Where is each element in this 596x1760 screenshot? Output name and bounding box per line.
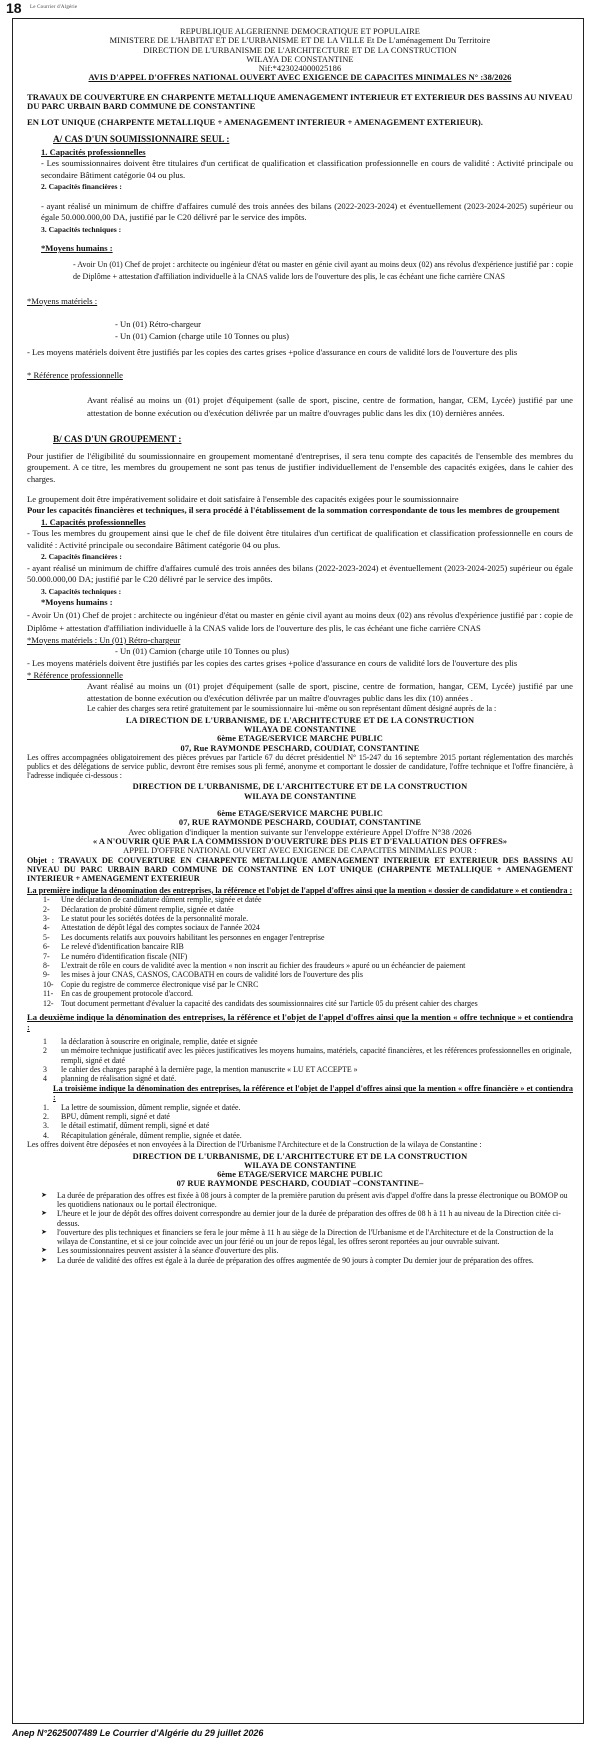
b-cap-fin-label: 2. Capacités financières :	[41, 552, 122, 562]
direction-1-line-3: 6ème ETAGE/SERVICE MARCHE PUBLIC	[217, 734, 383, 744]
a-moyens-materiels-label: *Moyens matériels :	[27, 295, 98, 306]
notice-object-title: TRAVAUX DE COUVERTURE EN CHARPENTE METALLIQUE AMENAGEMENT INTERIEUR ET EXTERIEUR DES BASSINS AU NIVEAU DU PARC URBAIN BARD COMMUNE DE CONSTANTINE	[27, 91, 573, 112]
direction-1-line-1: LA DIRECTION DE L'URBANISME, DE L'ARCHITECTURE ET DE LA CONSTRUCTION	[125, 715, 475, 725]
b-moyens-humains-label: *Moyens humains :	[41, 597, 113, 608]
b-materiel-2: - Un (01) Camion (charge utile 10 Tonnes ou plus)	[115, 646, 290, 657]
candidature-item: 11- En cas de groupement protocole d'accord.	[43, 989, 194, 999]
avis-title: AVIS D'APPEL D'OFFRES NATIONAL OUVERT AVEC EXIGENCE DE CAPACITES MINIMALES N° :38/2026	[88, 73, 512, 83]
a-moyens-humains-label: *Moyens humains :	[41, 243, 113, 254]
anep-footer: Anep N°2625007489 Le Courrier d'Algérie du 29 juillet 2026	[12, 1728, 264, 1738]
header-line-2: MINISTERE DE L'HABITAT ET DE L'URBANISME ET DE LA VILLE Et De L'aménagement Du Territoire	[109, 36, 491, 46]
header-line-3: DIRECTION DE L'URBANISME DE L'ARCHITECTURE ET DE LA CONSTRUCTION	[143, 45, 457, 55]
technique-list	[27, 1037, 573, 1084]
technique-item: 3 le cahier des charges paraphé à la dernière page, la mention manuscrite « LU ET ACCEPTE »	[43, 1065, 358, 1075]
direction-2-objet: Objet : TRAVAUX DE COUVERTURE EN CHARPENTE METALLIQUE AMENAGEMENT INTERIEUR ET EXTERIEUR DES BASSINS AU NIVEAU DU PARC URBAIN BARD COMMUNE DE CONSTANTINE EN LOT UNIQUE (CHARPENTE METALLIQUE + AMENAGEMENT INTERIEUR + AMENAGEMENT EXTERIEUR	[27, 855, 573, 884]
financiere-item: 3. le détail estimatif, dûment rempli, signé et daté	[43, 1121, 210, 1131]
technique-item: 1 la déclaration à souscrire en originale, remplie, datée et signée	[43, 1036, 258, 1046]
b-cap-fin-text: - ayant réalisé un minimum de chiffre d'affaires cumulé des trois années des bilans (2022-2023-2024) et éventuellement (2023-2024-2025) supérieur ou égale 50.000.000,00 DA; justifié par le C20 délivré par le service des impôts.	[27, 562, 573, 585]
final-condition-item: ➤ La durée de validité des offres est égale à la durée de préparation des offres augmentée de 90 jours à compter Du dernier jour de préparation des offres.	[27, 1256, 573, 1265]
a-cap-pro-text: - Les soumissionnaires doivent être titulaires d'un certificat de qualification et classification professionnelle en cours de validité : Activité principale ou secondaire Bâtiment catégorie 04 ou plus.	[41, 157, 573, 180]
direction-2-line-6: « A N'OUVRIR QUE PAR LA COMMISSION D'OUVERTURE DES PLIS ET D'EVALUATION DES OFFRES»	[92, 836, 508, 846]
b-cahier-text: Le cahier des charges sera retiré gratuitement par le soumissionnaire lui -même ou son représentant dûment désigné auprès de la :	[87, 704, 497, 714]
direction-3-line-1: DIRECTION DE L'URBANISME, DE L'ARCHITECTURE ET DE LA CONSTRUCTION	[132, 1151, 468, 1161]
direction-3-line-3: 6ème ETAGE/SERVICE MARCHE PUBLIC	[217, 1170, 383, 1180]
notice-header	[27, 27, 573, 83]
b-moyens-materiels-label-text: *Moyens matériels :	[27, 634, 98, 645]
direction-3-block	[27, 1152, 573, 1189]
header-line-1: REPUBLIQUE ALGERIENNE DEMOCRATIQUE ET POPULAIRE	[180, 27, 420, 36]
direction-1-line-4: 07, Rue RAYMONDE PESCHARD, COUDIAT, CONSTANTINE	[180, 743, 420, 753]
b-materiel-1: Un (01) Rétro-chargeur	[99, 634, 181, 645]
final-conditions-list	[27, 1191, 573, 1265]
direction-3-line-2: WILAYA DE CONSTANTINE	[243, 1160, 357, 1170]
section-b-heading: B/ CAS D'UN GROUPEMENT :	[53, 433, 182, 444]
financiere-heading: La troisième indique la dénomination des entreprises, la référence et l'objet de l'appel d'offres ainsi que la mention « offre financière » et contiendra :	[53, 1083, 573, 1103]
a-materiel-1: - Un (01) Rétro-chargeur	[115, 319, 201, 330]
direction-1-text: Les offres accompagnées obligatoirement des pièces prévues par l'article 67 du décret présidentiel N° 15-247 du 16 septembre 2015 portant réglementation des marchés publics et des délégations de service public, devront être remises sous pli fermé, anonyme et comportant le dossier de candidature, l'offre technique et l'offre financière, à l'adresse indiquée ci-dessous :	[27, 752, 573, 781]
candidature-item: 7- Le numéro d'identification fiscale (NIF)	[43, 951, 188, 961]
b-cap-pro-text: - Tous les membres du groupement ainsi que le chef de file doivent être titulaires d'un certificat de qualification et classification professionnelle en cours de validité : Activité principale ou secondaire Bâtiment catégorie 04 ou plus.	[27, 528, 573, 550]
candidature-item: 1- Une déclaration de candidature dûment remplie, signée et datée	[43, 895, 262, 905]
financiere-list	[27, 1103, 573, 1141]
direction-2-line-7: APPEL D'OFFRE NATIONAL OUVERT AVEC EXIGENCE DE CAPACITES MINIMALES POUR :	[123, 846, 477, 856]
b-moyens-humains-text: - Avoir Un (01) Chef de projet : architecte ou ingénieur d'état ou master en génie civil ayant au moins deux (02) ans révolus d'expérience justifié par : copie de Diplôme + attestation d'affiliation individuelle à la CNAS valide lors de l'ouverture des plis, le cas échéant une fiche carrière CNAS	[27, 609, 573, 633]
page-top-bar	[0, 0, 596, 18]
page-number: 18	[6, 0, 22, 16]
direction-2-line-5: Avec obligation d'indiquer la mention suivante sur l'enveloppe extérieure Appel D'offre N°38 /2026	[128, 827, 472, 837]
b-intro-2: Le groupement doit être impérativement solidaire et doit satisfaire à l'ensemble des capacités exigées pour le soumissionnaire	[27, 493, 459, 504]
tender-notice-frame	[12, 18, 584, 1724]
technique-heading: La deuxième indique la dénomination des entreprises, la référence et l'objet de l'appel d'offres ainsi que la mention « offre technique » et contiendra :	[27, 1012, 573, 1033]
direction-2-block	[27, 782, 573, 855]
candidature-item: 6- Le relevé d'identification bancaire RIB	[43, 942, 184, 952]
candidature-heading: La première indique la dénomination des entreprises, la référence et l'objet de l'appel d'offres ainsi que la mention « dossier de candidature » et contiendra :	[27, 885, 573, 895]
direction-3-line-4: 07 RUE RAYMONDE PESCHARD, COUDIAT –CONSTANTINE–	[176, 1179, 424, 1189]
direction-2-line-4: 07, RUE RAYMONDE PESCHARD, COUDIAT, CONSTANTINE	[178, 818, 422, 828]
final-condition-item: ➤ L'heure et le jour de dépôt des offres doivent correspondre au dernier jour de la durée de préparation des offres de 08 h à 11 h au niveau de la Direction citée ci-dessus.	[27, 1209, 573, 1228]
final-condition-item: ➤ La durée de préparation des offres est fixée à 08 jours à compter de la première parution du présent avis d'appel d'offre dans la presse électronique ou BOMOP ou les quotidiens nationaux ou le portail électronique.	[27, 1191, 573, 1210]
notice-lot-title: EN LOT UNIQUE (CHARPENTE METALLIQUE + AMENAGEMENT INTERIEUR + AMENAGEMENT EXTERIEUR).	[27, 116, 483, 127]
candidature-item: 3- Le statut pour les sociétés dotées de la personnalité morale.	[43, 913, 249, 923]
technique-item: 4 planning de réalisation signé et daté.	[43, 1074, 177, 1084]
candidature-item: 2- Déclaration de probité dûment remplie, signée et datée	[43, 904, 234, 914]
candidature-item: 12- Tout document permettant d'évaluer la capacité des candidats des soumissionnaires cité sur l'article 05 du présent cahier des charges	[43, 998, 478, 1008]
b-intro-1: Pour justifier de l'éligibilité du soumissionnaire en groupement momentané d'entreprises, il sera tenu compte des capacités de l'ensemble des membres du groupement. A ce titre, les membres du groupement ne sont pas tenus de justifier individuellement de l'ensemble des capacités exigées, dans le cahier des charges.	[27, 450, 573, 484]
direction-1-block	[27, 716, 573, 753]
header-line-4: WILAYA DE CONSTANTINE	[246, 54, 354, 64]
financiere-item: 4. Récapitulation générale, dûment remplie, signée et datée.	[43, 1130, 242, 1140]
final-condition-item: ➤ Les soumissionnaires peuvent assister à la séance d'ouverture des plis.	[27, 1246, 573, 1255]
b-materiels-justif: - Les moyens matériels doivent être justifiés par les copies des cartes grises +police d'assurance en cours de validité lors de l'ouverture des plis	[27, 658, 518, 669]
final-condition-item: ➤ l'ouverture des plis techniques et financiers se fera le jour même à 11 h au siège de la Direction de l'Urbanisme et de l'Architecture et de la Construction de la wilaya de Constantine, et si ce jour coïncide avec un jour férié ou un jour de repos légal, les offres seront reportées au jour ouvrable suivant.	[27, 1228, 573, 1247]
candidature-item: 4- Attestation de dépôt légal des comptes sociaux de l'année 2024	[43, 923, 260, 933]
page-top-meta: Le Courrier d'Algérie	[30, 5, 78, 10]
a-materiel-2: - Un (01) Camion (charge utile 10 Tonnes ou plus)	[115, 330, 290, 341]
a-cap-tech-label: 3. Capacités techniques :	[41, 224, 122, 234]
b-cap-pro-label: 1. Capacités professionnelles	[41, 516, 146, 527]
financiere-item: 2. BPU, dûment rempli, signé et daté	[43, 1112, 170, 1122]
direction-2-line-1: DIRECTION DE L'URBANISME, DE L'ARCHITECTURE ET DE LA CONSTRUCTION	[132, 782, 468, 792]
a-cap-fin-text: - ayant réalisé un minimum de chiffre d'affaires cumulé des trois années des bilans (2022-2023-2024) et éventuellement (2023-2024-2025) supérieur ou égale 50.000.000,00 DA, justifié par le C20 délivré par le service des impôts.	[41, 200, 573, 223]
b-moyens-materiels-label	[27, 635, 573, 647]
a-moyens-humains-text: - Avoir Un (01) Chef de projet : architecte ou ingénieur d'état ou master en génie civil ayant au moins deux (02) ans révolus d'expérience justifié par : copie de Diplôme + attestation d'affiliation individuelle à la CNAS valide lors de l'ouverture des plis, le cas échéant une fiche carrière CNAS	[73, 259, 573, 282]
a-materiels-justif: - Les moyens matériels doivent être justifiés par les copies des cartes grises +police d'assurance en cours de validité lors de l'ouverture des plis	[27, 346, 518, 357]
direction-1-line-2: WILAYA DE CONSTANTINE	[243, 724, 357, 734]
a-cap-pro-label: 1. Capacités professionnelles	[41, 146, 146, 157]
a-cap-fin-label: 2. Capacités financières :	[41, 182, 122, 192]
candidature-list	[27, 895, 573, 1008]
technique-item: 2 un mémoire technique justificatif avec les pièces justificatives les moyens humains, matériels, capacité financières, et les références professionnelles en originale, rempli, signé et daté	[43, 1046, 572, 1065]
candidature-item: 5- Les documents relatifs aux pouvoirs habilitant les personnes en engager l'entreprise	[43, 932, 325, 942]
candidature-item: 9- les mises à jour CNAS, CASNOS, CACOBATH en cours de validité lors de l'ouverture des plis	[43, 970, 363, 980]
financiere-item: 1. La lettre de soumission, dûment remplie, signée et datée.	[43, 1102, 241, 1112]
b-intro-3: Pour les capacités financières et techniques, il sera procédé à l'établissement de la sommation correspondante de tous les membres de groupement	[27, 505, 560, 516]
candidature-item: 8- L'extrait de rôle en cours de validité avec la mention « non inscrit au fichier des fraudeurs » apuré ou un échéancier de paiement	[43, 960, 466, 970]
a-reference-text: Avant réalisé au moins un (01) projet d'équipement (salle de sport, piscine, centre de formation, hangar, CEM, Lycée) justifié par une attestation de bonne exécution ou d'exécution délivrée par un maître d'ouvrages public dans les dix (10) dernières années.	[87, 394, 573, 418]
direction-2-line-3: 6ème ETAGE/SERVICE MARCHE PUBLIC	[217, 809, 383, 819]
candidature-item: 10- Copie du registre de commerce électronique visé par le CNRC	[43, 979, 259, 989]
header-nif: Nif:*423024000025186	[258, 64, 342, 74]
b-reference-label: * Référence professionnelle	[27, 669, 123, 680]
a-reference-label: * Référence professionnelle	[27, 370, 123, 381]
financiere-text: Les offres doivent être déposées et non envoyées à la Direction de l'Urbanisme l'Architecture et de la Construction de la wilaya de Constantine :	[27, 1140, 482, 1150]
b-cap-tech-label: 3. Capacités techniques :	[41, 586, 122, 596]
direction-2-line-2: WILAYA DE CONSTANTINE	[243, 791, 357, 801]
b-reference-text: Avant réalisé au moins un (01) projet d'équipement (salle de sport, piscine, centre de formation, hangar, CEM, Lycée) justifié par une attestation de bonne exécution ou d'exécution délivrée par un maître d'ouvrages public dans les dix (10) années .	[87, 681, 573, 703]
section-a-heading: A/ CAS D'UN SOUMISSIONNAIRE SEUL :	[53, 133, 230, 144]
